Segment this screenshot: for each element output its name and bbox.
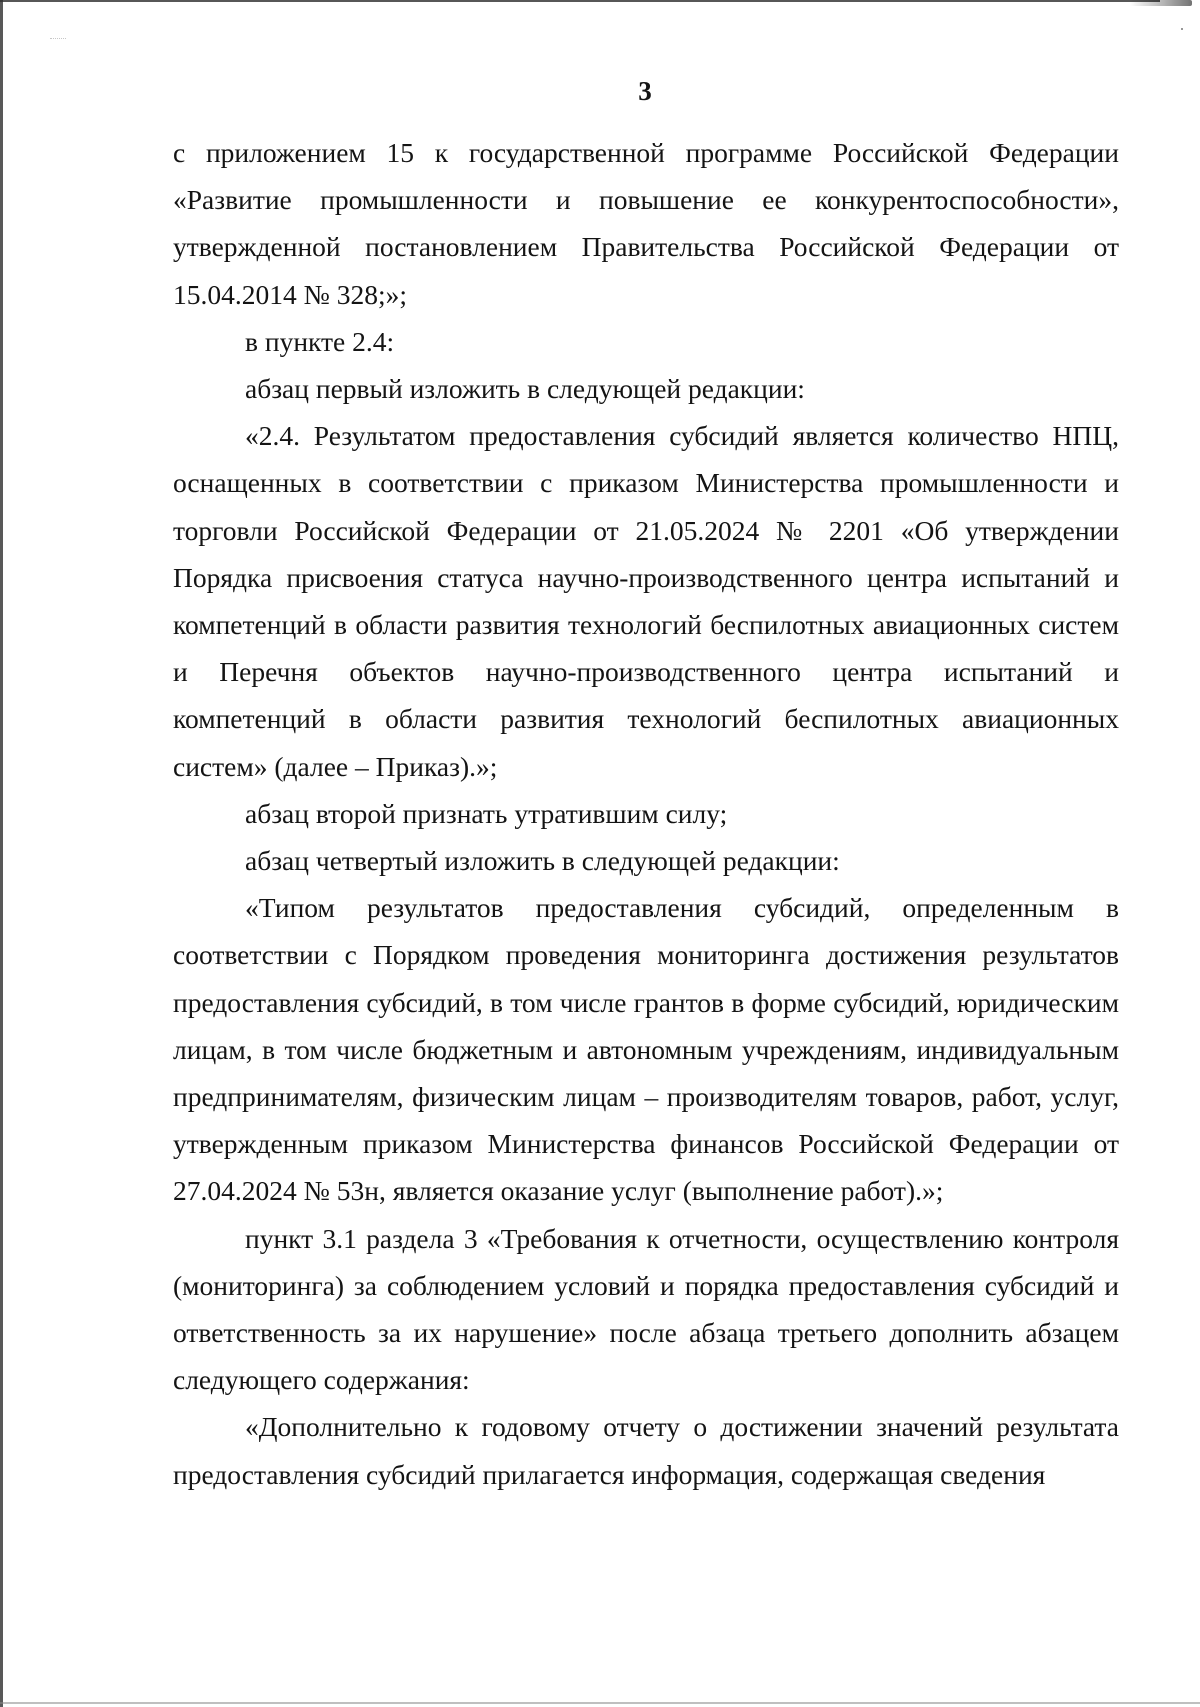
paragraph: абзац второй признать утратившим силу; [245, 797, 728, 829]
scan-edge-bottom [0, 1702, 1200, 1704]
paragraph: абзац четвертый изложить в следующей редакции: [245, 845, 840, 877]
paragraph: пункт 3.1 раздела 3 «Требования к отчетности, осуществлению контроля (мониторинга) за соблюдением условий и порядка предоставления субсидий и ответственность за их нарушение» после абзаца третьего дополнить абзацем следующего содержания: [173, 1222, 1119, 1396]
paragraph: абзац первый изложить в следующей редакции: [245, 373, 805, 405]
scan-edge-top [0, 0, 1160, 2]
scan-speck [50, 38, 66, 49]
page-number: 3 [638, 76, 652, 106]
paragraph: «Типом результатов предоставления субсидий, определенным в соответствии с Порядком проведения мониторинга достижения результатов предоставления субсидий, в том числе грантов в форме субсидий, юридическим лицам, в том числе бюджетным и автономным учреждениям, индивидуальным предпринимателям, физическим лицам – производителям товаров, работ, услуг, утвержденным приказом Министерства финансов Российской Федерации от 27.04.2024 № 53н, является оказание услуг (выполнение работ).»; [173, 892, 1119, 1207]
scan-speck [1181, 28, 1183, 30]
scan-edge-left [0, 0, 3, 1707]
scan-smudge [1130, 0, 1192, 6]
document-body [173, 129, 1119, 1498]
paragraph: «2.4. Результатом предоставления субсидий является количество НПЦ, оснащенных в соответствии с приказом Министерства промышленности и торговли Российской Федерации от 21.05.2024 № 2201 «Об утверждении Порядка присвоения статуса научно-производственного центра испытаний и компетенций в области развития технологий беспилотных авиационных систем и Перечня объектов научно-производственного центра испытаний и компетенций в области развития технологий беспилотных авиационных систем» (далее – Приказ).»; [173, 420, 1119, 782]
paragraph: в пункте 2.4: [245, 325, 395, 357]
paragraph: «Дополнительно к годовому отчету о достижении значений результата предоставления субсидий прилагается информация, содержащая сведения [173, 1411, 1119, 1490]
paragraph-continuation: с приложением 15 к государственной программе Российской Федерации «Развитие промышленности и повышение ее конкурентоспособности», утвержденной постановлением Правительства Российской Федерации от 15.04.2014 № 328;»; [173, 137, 1119, 310]
